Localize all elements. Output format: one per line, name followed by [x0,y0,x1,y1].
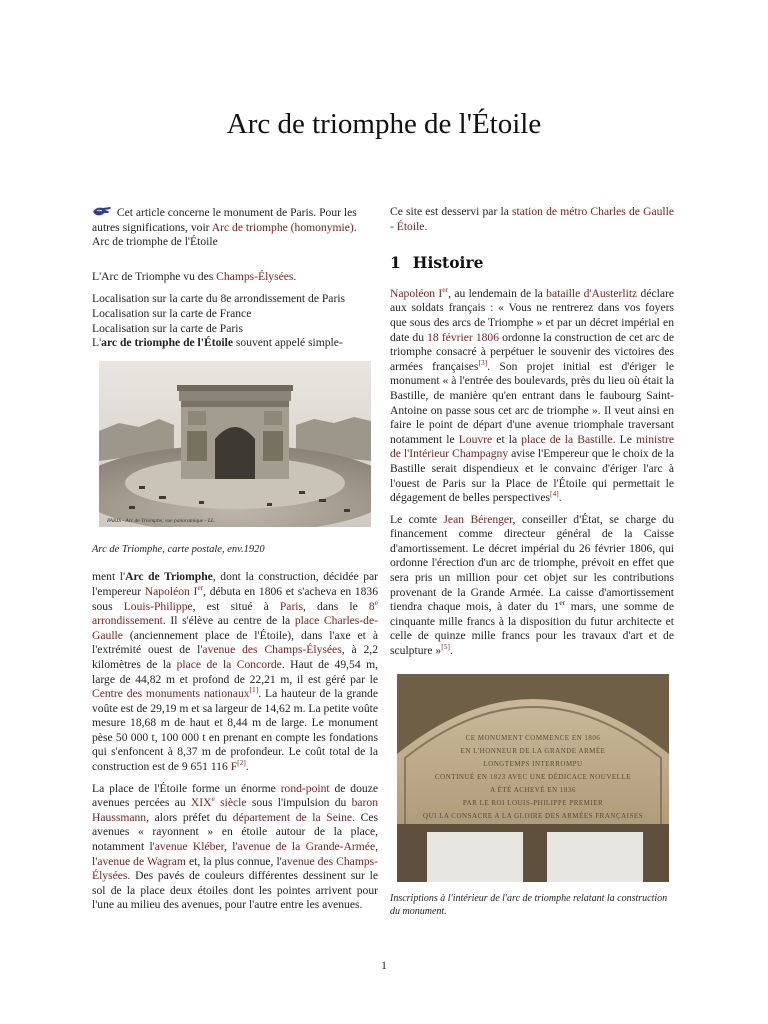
section-heading-histoire [390,253,674,273]
avenue-grande-armee-link[interactable]: avenue de la Grande-Armée [237,840,376,854]
hatnote [92,205,378,250]
map-localisation-paris[interactable]: Localisation sur la carte de Paris [92,321,243,335]
disambiguation-hand-icon [92,205,112,217]
superscript: e [374,597,378,607]
champs-elysees-avenue-link[interactable]: avenue des Champs-Élysées [202,643,342,657]
superscript: e [211,794,215,804]
intro-paragraph [92,570,378,774]
xixe-siecle-link[interactable] [191,796,247,809]
text: avise l'Empereur que le choix de la Bastille serait dispendieux et le convainc d'ériger l'arc à l'ouest de Paris sur la Place de l'Étoile qui permettait le dégagement de belles perspectives [390,447,674,505]
link-text: Napoléon I [144,584,198,598]
inscription-photo[interactable] [397,674,669,882]
napoleon-link[interactable] [390,284,449,300]
text: La place de l'Étoile forme un énorme [92,781,281,795]
place-charles-de-gaulle-link[interactable]: place Charles-de-Gaulle [92,614,378,642]
inscription-line-3: LONGTEMPS INTERROMPU [483,759,583,768]
champagny-link[interactable]: ministre de l'Intérieur Champagny [390,432,674,461]
text: sous l'impulsion du [246,796,352,810]
inscription-line-4: CONTINUÉ EN 1823 AVEC UNE DÉDICACE NOUVELLE [435,772,631,781]
text: . [245,760,249,774]
text: . La hauteur de la grande voûte est de 29,19 m et sa largeur de 14,62 m. La petite voûte mesure 18,68 m de haut et 8,44 m de large. Le monument pèse 50 000 t, 100 000 t en prenant en compte les fondations qui s'enfoncent à 8,37 m de profondeur. Le coût total de la construction est de 9 651 116 [92,687,378,774]
text: Le comte [390,512,444,526]
text: , dans le [303,599,369,613]
jean-berenger-link[interactable]: Jean Bérenger [443,512,513,526]
reference-4[interactable]: [4] [550,489,559,499]
text: , au lendemain de la [448,286,547,300]
inscription-line-6: PAR LE ROI LOUIS-PHILIPPE PREMIER [462,798,604,807]
text: déclare aux soldats français : « Vous ne rentrerez dans vos foyers que sous des arcs de Triomphe » et par un décret impérial en date du [390,286,674,344]
right-column [390,205,674,932]
image-caption-postcard: Arc de Triomphe, carte postale, env.1920 [92,544,265,556]
text: , à 2,2 kilomètres de la [92,643,378,671]
reference-2[interactable]: [2] [237,758,246,768]
link-text: Napoléon I [390,286,443,300]
text: . Le [612,432,636,446]
text: . Haut de 49,54 m, large de 44,82 m et profond de 22,21 m, il est géré par le [92,657,378,686]
text: ment l' [92,570,126,584]
text: Ce site est desservi par la [390,205,513,218]
arc-postcard-photo[interactable] [99,361,371,527]
bold-term: Arc de Triomphe [125,570,213,584]
histoire-paragraph-2 [390,513,674,659]
text: et la [492,432,522,446]
text: , débuta en 1806 et s'acheva en 1836 sous [92,584,378,613]
haussmann-link[interactable]: baron Haussmann [92,796,379,824]
paris-link[interactable]: Paris [279,599,304,613]
inscription-line-1: CE MONUMENT COMMENCE EN 1806 [465,733,601,742]
page-number: 1 [381,960,387,972]
text: , alors préfet du [146,810,233,824]
map-localisation-france[interactable]: Localisation sur la carte de France [92,306,252,320]
postcard-printed-text: PARIS - Arc de Triomphe, vue panoramique - LL. [107,517,216,524]
text: (anciennement place de l'Étoile), dans l'axe et à l'extrémité ouest de l' [92,628,378,657]
infobox-caption-suffix: . [293,269,297,283]
reference-1[interactable]: [1] [249,685,259,695]
austerlitz-link[interactable]: bataille d'Austerlitz [546,286,638,300]
metro-station-link[interactable]: station de métro Charles de Gaulle - Étoile [390,205,674,233]
hatnote-text: Cet article concerne le monument de Paris. Pour les autres significations, voir [92,206,357,234]
inscription-line-7: QUI LA CONSACRE A LA GLOIRE DES ARMÉES FRANÇAISES [422,811,644,820]
louis-philippe-link[interactable]: Louis-Philippe [123,599,193,613]
link-text: 8 [368,599,375,613]
hatnote-line2: Arc de triomphe de l'Étoile [92,235,218,249]
link-text: XIX [190,796,212,810]
link-text: arrondissement [92,614,163,628]
text: . Ces avenues « rayonnent » en étoile autour de la place, notamment l' [92,810,379,854]
section-title: Histoire [412,253,484,273]
place-concorde-link[interactable]: place de la Concorde [176,657,282,671]
reference-3[interactable]: [3] [478,357,488,367]
image-caption-inscription: Inscriptions à l'intérieur de l'arc de triomphe relatant la construction du monument. [390,893,668,918]
text: de douze avenues percées au [92,781,378,810]
metro-paragraph [390,205,674,234]
text: , l' [224,840,238,854]
intro-bold: arc de triomphe de l'Étoile [101,336,233,350]
napoleon-link[interactable] [145,585,203,598]
superscript: er [197,583,204,593]
seine-department-link[interactable]: département de la Seine [232,810,353,824]
intro-prefix: L' [92,336,102,350]
infobox-caption [92,270,378,285]
map-localisation-8e[interactable]: Localisation sur la carte du 8e arrondissement de Paris [92,292,346,306]
reference-5[interactable]: [5] [441,642,450,652]
page-title: Arc de triomphe de l'Étoile [226,108,542,140]
text: . Des pavés de couleurs différentes dessinent sur le sol de la place deux étoiles dont les pointes arrivent pour l'une au milieu des avenues, pour l'autre entre les avenues. [92,869,378,912]
centre-monuments-link[interactable]: Centre des monuments nationaux [92,687,250,701]
avenue-champs-elysees-link[interactable]: avenue des Champs-Élysées [92,854,379,883]
text: . Son projet initial est d'ériger le monument « à l'entrée des boulevards, près du lieu où était la Bastille, de manière qu'en entrant dans le faubourg Saint-Antoine on passe sous cet arc de triomphe ». Il veut ainsi en faire le point de départ d'une avenue triomphale traversant notamment le [390,359,674,446]
text: . [449,644,453,658]
rond-point-link[interactable]: rond-point [280,781,330,795]
inscription-line-5: A ÉTÉ ACHEVÉ EN 1836 [490,785,576,794]
text: , l' [92,840,378,868]
text: , dont la construction, décidée par l'empereur [92,570,378,598]
franc-link[interactable]: F [230,760,238,774]
intro-suffix: souvent appelé simple- [232,336,343,350]
text: et, la plus connue, l' [185,854,282,868]
text: . Il s'élève au centre de la [162,614,295,628]
text: mars, une somme de cinquante mille francs à la disposition du futur architecte et celle de quinze mille francs pour les travaux d'art et de sculpture » [390,600,674,658]
histoire-paragraph-1 [390,284,674,506]
text: , est situé à [192,599,280,613]
section-number: 1 [390,253,401,273]
etoile-paragraph [92,782,378,913]
avenue-kleber-link[interactable]: avenue Kléber [154,840,224,854]
louvre-link[interactable]: Louvre [458,432,493,446]
left-column [92,205,378,920]
avenue-wagram-link[interactable]: avenue de Wagram [97,854,186,868]
place-bastille-link[interactable]: place de la Bastille [521,432,613,446]
inscription-line-2: EN L'HONNEUR DE LA GRANDE ARMÉE [460,746,606,755]
champs-elysees-link[interactable]: Champs-Élysées [216,269,294,283]
date-1806-link[interactable]: 18 février 1806 [427,330,500,344]
infobox-caption-prefix: L'Arc de Triomphe vu des [92,269,217,283]
intro-start [92,336,378,351]
infobox-text [92,270,378,351]
superscript: er [559,598,566,608]
text: . [558,491,562,505]
superscript: er [442,284,449,294]
text: ordonne la construction de cet arc de triomphe consacré à perpétuer le souvenir des victoires des armées françaises [390,330,674,373]
text: . [424,219,428,233]
hatnote-text-end: . [353,220,357,234]
link-text: siècle [214,796,247,810]
text: , conseiller d'État, se charge du financement comme directeur général de la Caisse d'amortissement. Le décret impérial du 26 février 1806, qui ordonne l'érection d'un arc de triomphe, prévoit en effet que sera pris un million pour cet objet sur les contributions provenant de la Grande Armée. La caisse d'amortissement tiendra chaque mois, à dater du 1 [390,512,674,614]
homonymie-link[interactable]: Arc de triomphe (homonymie) [211,220,354,234]
